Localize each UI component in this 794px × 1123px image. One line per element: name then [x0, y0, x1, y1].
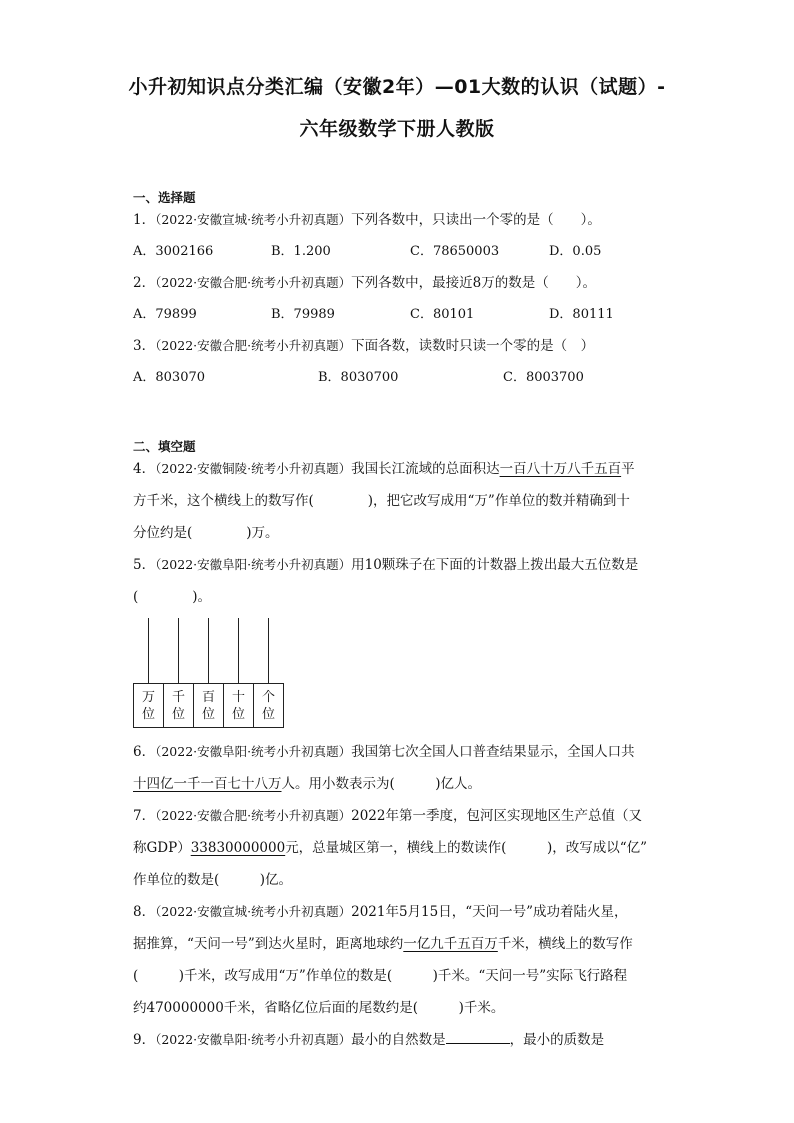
question-source: （2022·安徽阜阳·统考小升初真题）	[155, 744, 352, 759]
q1-option-b: B．1.200	[271, 244, 331, 259]
q2-option-c: C．80101	[410, 307, 475, 322]
question-number: 7．	[133, 808, 156, 824]
place-label-char: 位	[231, 706, 245, 722]
place-label-char: 千	[171, 689, 185, 705]
q2-option-b: B．79989	[271, 307, 335, 322]
question-number: 4．	[133, 461, 156, 477]
section-heading-fill-in: 二、填空题	[133, 439, 196, 454]
place-label-char: 位	[171, 706, 185, 722]
question-1	[133, 211, 663, 229]
question-source: （2022·安徽宣城·统考小升初真题）	[155, 212, 352, 227]
question-number: 1．	[133, 212, 156, 228]
answer-blank	[446, 1031, 510, 1044]
underlined-number: 十四亿一千一百七十八万	[133, 776, 282, 792]
question-4-line-2: 方千米，这个横线上的数写作( )，把它改写成用“万”作单位的数并精确到十	[133, 493, 630, 509]
question-text-tail: 平	[621, 461, 635, 477]
question-4	[133, 460, 663, 478]
question-4-line-3: 分位约是( )万。	[133, 525, 279, 541]
place-label-wan	[134, 684, 164, 727]
place-label-char: 百	[201, 689, 215, 705]
question-text: 最小的自然数是	[351, 1032, 446, 1048]
abacus-counter	[133, 618, 285, 728]
place-label-char: 位	[141, 706, 155, 722]
question-text-tail: 千米，横线上的数写作	[497, 936, 633, 952]
q1-option-d: D．0.05	[549, 244, 602, 259]
abacus-rod	[208, 618, 209, 684]
question-text: 下列各数中，最接近8万的数是（ ）。	[351, 275, 596, 291]
question-8-line-3: ( )千米，改写成用“万”作单位的数是( )千米。“天问一号”实际飞行路程	[133, 968, 628, 984]
underlined-number: 一百八十万八千五百	[499, 461, 622, 477]
question-3	[133, 337, 663, 355]
question-6-line-2	[133, 775, 663, 793]
question-text: 我国长江流域的总面积达	[351, 461, 500, 477]
question-text: 下列各数中，只读出一个零的是（ ）。	[351, 212, 601, 228]
question-8-line-4: 约470000000千米，省略亿位后面的尾数约是( )千米。	[133, 1000, 505, 1016]
abacus-rod	[178, 618, 179, 684]
place-label-ge	[254, 684, 283, 727]
section-heading-choice: 一、选择题	[133, 190, 196, 205]
place-label-char: 个	[261, 689, 275, 705]
place-label-bai	[194, 684, 224, 727]
underlined-number: 一亿九千五百万	[403, 936, 498, 952]
question-source: （2022·安徽合肥·统考小升初真题）	[155, 275, 352, 290]
question-number: 2．	[133, 275, 156, 291]
abacus-place-labels	[133, 683, 284, 728]
question-source: （2022·安徽合肥·统考小升初真题）	[155, 338, 352, 353]
abacus-rod	[268, 618, 269, 684]
question-text: 用10颗珠子在下面的计数器上拨出最大五位数是	[351, 557, 639, 573]
underlined-number: 33830000000	[190, 840, 286, 856]
document-title-line-1: 小升初知识点分类汇编（安徽2年）—01大数的认识（试题）-	[128, 76, 666, 98]
q2-option-d: D．80111	[549, 307, 614, 322]
place-label-shi	[224, 684, 254, 727]
question-text-tail: ，最小的质数是	[509, 1032, 605, 1048]
question-2	[133, 274, 663, 292]
document-title-line-2: 六年级数学下册人教版	[299, 118, 495, 140]
q3-option-a: A．803070	[133, 370, 206, 385]
question-text: 我国第七次全国人口普查结果显示，全国人口共	[351, 744, 635, 760]
place-label-qian	[164, 684, 194, 727]
question-number: 3．	[133, 338, 156, 354]
question-8-line-2	[133, 935, 663, 953]
question-source: （2022·安徽宣城·统考小升初真题）	[155, 904, 352, 919]
question-text: 2022年第一季度，包河区实现地区生产总值（又	[351, 808, 642, 824]
question-6	[133, 743, 663, 761]
place-label-char: 位	[201, 706, 215, 722]
question-source: （2022·安徽阜阳·统考小升初真题）	[155, 557, 352, 572]
question-text: 2021年5月15日，“天问一号”成功着陆火星，	[351, 904, 628, 920]
question-text: 据推算，“天问一号”到达火星时，距离地球约	[133, 936, 404, 952]
place-label-char: 十	[231, 689, 245, 705]
question-text-tail: 元，总量城区第一，横线上的数读作( )，改写成以“亿”	[285, 840, 648, 856]
question-source: （2022·安徽铜陵·统考小升初真题）	[155, 461, 352, 476]
q1-option-c: C．78650003	[410, 244, 500, 259]
q3-option-b: B．8030700	[318, 370, 399, 385]
question-5-line-2: ( )。	[133, 589, 212, 605]
question-number: 8．	[133, 904, 156, 920]
abacus-rod	[238, 618, 239, 684]
place-label-char: 万	[141, 689, 155, 705]
question-number: 5．	[133, 557, 156, 573]
question-7-line-3: 作单位的数是( )亿。	[133, 872, 293, 888]
question-8	[133, 903, 663, 921]
question-text: 称GDP）	[133, 840, 191, 856]
question-number: 9．	[133, 1032, 156, 1048]
question-7-line-2	[133, 839, 663, 857]
question-number: 6．	[133, 744, 156, 760]
abacus-rod	[148, 618, 149, 684]
question-7	[133, 807, 663, 825]
question-5	[133, 556, 663, 574]
question-source: （2022·安徽阜阳·统考小升初真题）	[155, 1032, 352, 1047]
q2-option-a: A．79899	[133, 307, 197, 322]
question-text-tail: 人。用小数表示为( )亿人。	[281, 776, 482, 792]
question-9	[133, 1031, 663, 1049]
place-label-char: 位	[261, 706, 275, 722]
q1-option-a: A．3002166	[133, 244, 214, 259]
question-source: （2022·安徽合肥·统考小升初真题）	[155, 808, 352, 823]
q3-option-c: C．8003700	[503, 370, 584, 385]
question-text: 下面各数，读数时只读一个零的是（ ）	[351, 338, 595, 354]
